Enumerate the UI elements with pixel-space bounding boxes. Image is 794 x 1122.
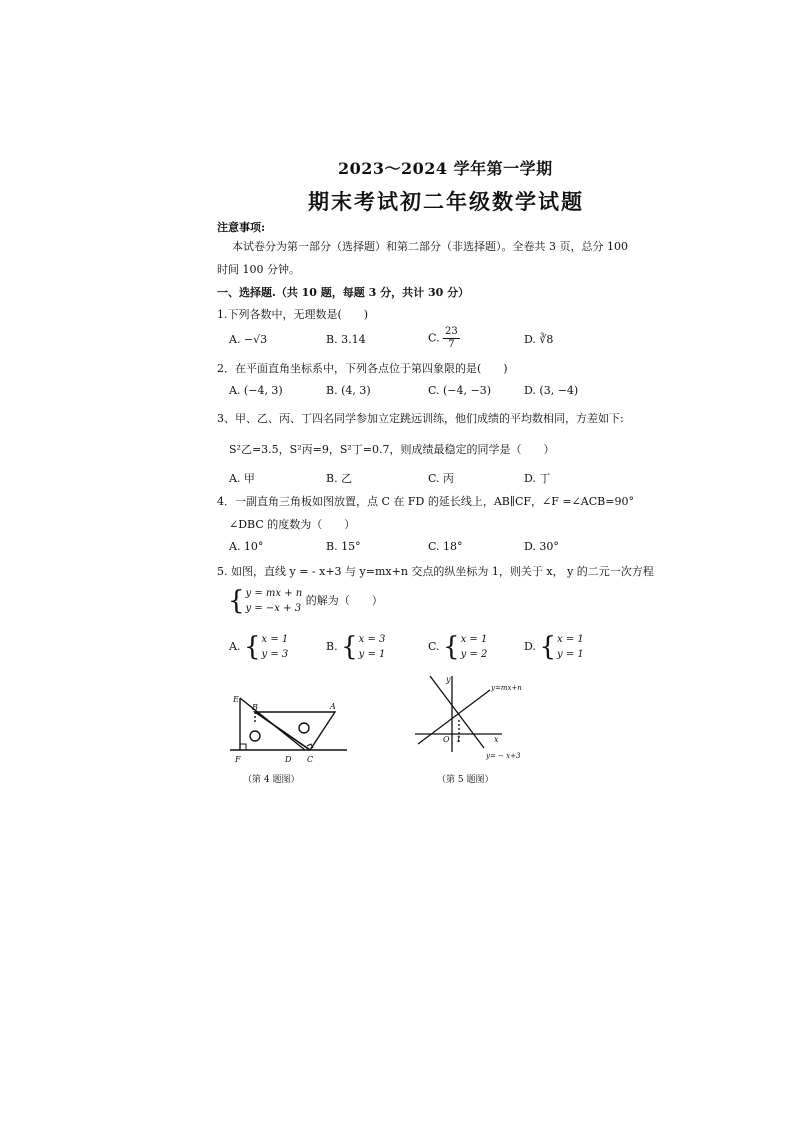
- q5-option-a: [229, 632, 288, 662]
- fig5-label-y: y: [446, 675, 451, 684]
- brace-symbol: {: [341, 632, 358, 662]
- q4-stem-2: ∠DBC 的度数为（ ）: [229, 518, 356, 531]
- q5-stem-2: 的解为（ ）: [305, 594, 383, 607]
- fraction-denominator: 7: [448, 339, 455, 350]
- option-eq-2: y = 1: [358, 649, 386, 660]
- q1-option-a: A. −√3: [229, 333, 268, 346]
- q5-option-c: [428, 632, 487, 662]
- figure-4-diagram: [225, 692, 355, 767]
- section1-heading: 一、选择题.（共 10 题，每题 3 分，共计 30 分）: [217, 286, 470, 299]
- q4-option-a: A. 10°: [229, 540, 264, 553]
- fig5-label-o: O: [443, 735, 450, 744]
- q5-option-c-label: C.: [428, 640, 440, 653]
- q2-option-d: D. (3, −4): [524, 384, 579, 397]
- fig4-right-angle-f: [240, 744, 246, 750]
- fig5-label-x: x: [494, 735, 499, 744]
- figure-4-caption: （第 4 题图）: [243, 775, 300, 785]
- option-eq-1: x = 3: [358, 634, 386, 645]
- q5-option-a-label: A.: [229, 640, 241, 653]
- fig4-label-e: E: [233, 695, 239, 704]
- brace-symbol: {: [243, 632, 261, 662]
- exam-title: 期末考试初二年级数学试题: [308, 189, 584, 214]
- option-eq-1: x = 1: [556, 634, 584, 645]
- fig4-label-d: D: [285, 755, 292, 764]
- option-eq-2: y = 2: [460, 649, 488, 660]
- notice-heading: 注意事项:: [217, 221, 266, 234]
- option-eq-1: x = 1: [460, 634, 488, 645]
- fraction-numerator: 23: [445, 326, 458, 337]
- q3-stem: 3、甲、乙、丙、丁四名同学参加立定跳远训练，他们成绩的平均数相同，方差如下:: [217, 412, 624, 425]
- q2-option-b: B. (4, 3): [326, 384, 371, 397]
- system-equations: [246, 586, 303, 616]
- q5-option-d-label: D.: [524, 640, 536, 653]
- brace-symbol: {: [539, 632, 556, 662]
- q2-option-a: A. (−4, 3): [229, 384, 283, 397]
- fig4-label-c: C: [307, 755, 314, 764]
- q3-stem-variances: S²乙=3.5，S²丙=9，S²丁=0.7，则成绩最稳定的同学是（ ）: [229, 443, 555, 456]
- fig5-label-mx-plus-n: y=mx+n: [491, 684, 522, 692]
- option-system: [461, 632, 488, 662]
- figure-5-caption: （第 5 题图）: [437, 775, 494, 785]
- q1-stem: 1.下列各数中，无理数是( ): [217, 308, 369, 321]
- fig5-line-mx-plus-n: [418, 690, 490, 744]
- fig4-line-bc: [255, 712, 310, 750]
- q1-option-d: D. ∛8: [524, 333, 554, 346]
- q4-option-b: B. 15°: [326, 540, 361, 553]
- fig4-hole-right: [299, 723, 309, 733]
- q4-stem: 4．一副直角三角板如图放置，点 C 在 FD 的延长线上，AB∥CF，∠F =∠ACB=90°: [217, 495, 634, 508]
- q5-option-d: [524, 632, 584, 662]
- brace-symbol: {: [443, 632, 460, 662]
- q2-option-c: C. (−4, −3): [428, 384, 492, 397]
- q1-option-c-label: C.: [428, 331, 440, 345]
- q2-stem: 2．在平面直角坐标系中，下列各点位于第四象限的是( ): [217, 362, 508, 375]
- notice-line-2: 时间 100 分钟。: [217, 263, 300, 276]
- q3-option-a: A. 甲: [229, 472, 255, 485]
- fig4-label-a: A: [330, 702, 336, 711]
- option-system: [557, 632, 584, 662]
- q3-option-d: D. 丁: [524, 472, 551, 485]
- fig5-label-1: 1: [456, 735, 462, 744]
- q4-option-d: D. 30°: [524, 540, 559, 553]
- q3-option-b: B. 乙: [326, 472, 353, 485]
- option-system: [359, 632, 386, 662]
- q4-option-c: C. 18°: [428, 540, 463, 553]
- q5-option-b-label: B.: [326, 640, 338, 653]
- system-eq-1: y = mx + n: [245, 588, 303, 599]
- option-eq-2: y = 3: [261, 649, 289, 660]
- fig4-label-b: B: [252, 703, 258, 712]
- brace-symbol: {: [228, 586, 245, 616]
- option-system: [262, 632, 289, 662]
- notice-line-1: 本试卷分为第一部分（选择题）和第二部分（非选择题）。全卷共 3 页，总分 100: [232, 240, 628, 253]
- q1-option-b: B. 3.14: [326, 333, 366, 346]
- q5-option-b: [326, 632, 385, 662]
- q5-stem: 5. 如图，直线 y = - x+3 与 y=mx+n 交点的纵坐标为 1，则关于 x， y 的二元一次方程: [217, 565, 654, 578]
- option-eq-1: x = 1: [261, 634, 289, 645]
- fig4-label-f: F: [235, 755, 241, 764]
- q5-system: [228, 586, 383, 616]
- fig4-triangle-abc: [255, 712, 335, 750]
- system-eq-2: y = −x + 3: [245, 603, 302, 614]
- option-eq-2: y = 1: [556, 649, 584, 660]
- exam-year: 2023～2024 学年第一学期: [338, 159, 553, 178]
- figure-5-diagram: [410, 672, 530, 762]
- q1-option-c: [428, 326, 460, 351]
- fig4-hole-left: [250, 731, 260, 741]
- q1-option-c-fraction: [443, 326, 460, 351]
- fig5-label-neg-x-plus-3: y= − x+3: [486, 752, 521, 760]
- q3-option-c: C. 丙: [428, 472, 455, 485]
